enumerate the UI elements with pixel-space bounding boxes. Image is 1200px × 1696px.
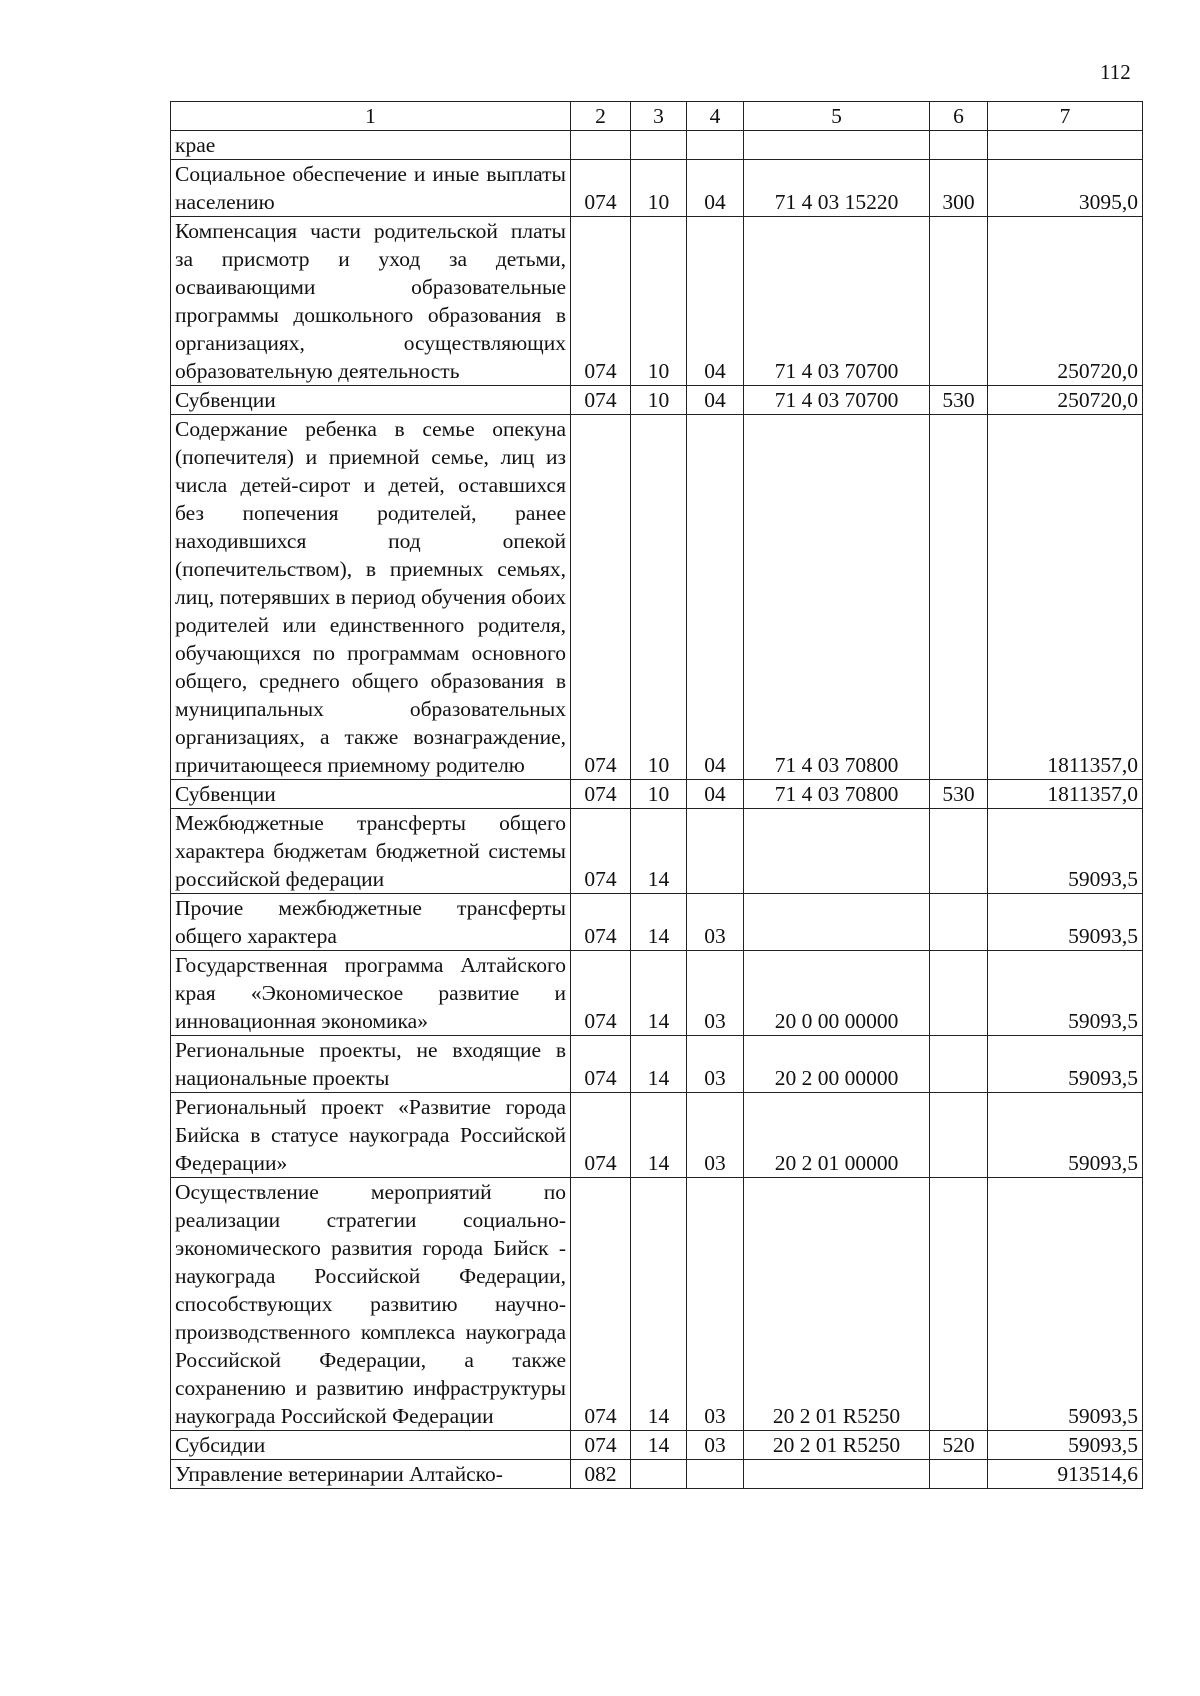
row-section-cell: 14 — [631, 809, 687, 894]
row-subsection-cell: 04 — [687, 415, 744, 780]
header-col-6: 6 — [930, 102, 988, 131]
row-admin-code-cell: 074 — [571, 951, 631, 1036]
table-row — [171, 1178, 1143, 1431]
table-row — [171, 1093, 1143, 1178]
row-subsection-cell: 04 — [687, 386, 744, 415]
row-expense-type-cell — [930, 1178, 988, 1431]
row-name-cell: Государственная программа Алтайского края «Экономическое развитие и инновационная экономика» — [171, 951, 571, 1036]
row-section-cell: 10 — [631, 386, 687, 415]
row-expense-type-cell — [930, 951, 988, 1036]
row-name-cell: Прочие межбюджетные трансферты общего характера — [171, 894, 571, 951]
table-row — [171, 415, 1143, 780]
row-admin-code-cell — [571, 131, 631, 160]
header-col-2: 2 — [571, 102, 631, 131]
row-section-cell: 10 — [631, 160, 687, 217]
row-expense-type-cell: 520 — [930, 1431, 988, 1460]
row-expense-type-cell: 530 — [930, 386, 988, 415]
row-subsection-cell: 03 — [687, 1093, 744, 1178]
row-section-cell: 10 — [631, 780, 687, 809]
row-subsection-cell — [687, 131, 744, 160]
budget-table — [170, 101, 1143, 1489]
row-target-article-cell — [744, 809, 930, 894]
page-number: 112 — [1100, 60, 1131, 84]
row-target-article-cell: 20 2 00 00000 — [744, 1036, 930, 1093]
row-amount-cell: 59093,5 — [988, 809, 1143, 894]
row-admin-code-cell: 074 — [571, 1036, 631, 1093]
row-expense-type-cell — [930, 131, 988, 160]
row-section-cell: 14 — [631, 894, 687, 951]
row-admin-code-cell: 074 — [571, 780, 631, 809]
row-admin-code-cell: 074 — [571, 217, 631, 386]
row-subsection-cell: 04 — [687, 160, 744, 217]
row-name-cell: Содержание ребенка в семье опекуна (попечителя) и приемной семье, лиц из числа детей-сирот и детей, оставшихся без попечения родителей, ранее находившихся под опекой (попечительством), в приемных семьях, лиц, потерявших в период обучения обоих родителей или единственного родителя, обучающихся по программам основного общего, среднего общего образования в муниципальных образовательных организациях, а также вознаграждение, причитающееся приемному родителю — [171, 415, 571, 780]
row-subsection-cell: 03 — [687, 1178, 744, 1431]
table-row — [171, 131, 1143, 160]
row-name-cell: Региональные проекты, не входящие в национальные проекты — [171, 1036, 571, 1093]
row-expense-type-cell: 300 — [930, 160, 988, 217]
table-row — [171, 1460, 1143, 1489]
row-name-cell: Управление ветеринарии Алтайско- — [171, 1460, 571, 1489]
row-name-cell: крае — [171, 131, 571, 160]
row-name-cell: Социальное обеспечение и иные выплаты населению — [171, 160, 571, 217]
row-subsection-cell — [687, 809, 744, 894]
row-name-cell: Субвенции — [171, 386, 571, 415]
header-col-4: 4 — [687, 102, 744, 131]
row-subsection-cell: 03 — [687, 1036, 744, 1093]
row-amount-cell: 59093,5 — [988, 1036, 1143, 1093]
table-row — [171, 217, 1143, 386]
row-section-cell — [631, 1460, 687, 1489]
row-expense-type-cell — [930, 1036, 988, 1093]
row-amount-cell: 1811357,0 — [988, 415, 1143, 780]
table-header-row — [171, 102, 1143, 131]
row-target-article-cell: 71 4 03 70800 — [744, 780, 930, 809]
row-amount-cell: 1811357,0 — [988, 780, 1143, 809]
row-subsection-cell: 03 — [687, 894, 744, 951]
row-subsection-cell: 03 — [687, 951, 744, 1036]
row-target-article-cell: 71 4 03 70700 — [744, 217, 930, 386]
row-target-article-cell: 20 2 01 00000 — [744, 1093, 930, 1178]
row-target-article-cell: 71 4 03 15220 — [744, 160, 930, 217]
row-expense-type-cell — [930, 217, 988, 386]
table-row — [171, 1431, 1143, 1460]
row-admin-code-cell: 074 — [571, 1431, 631, 1460]
table-row — [171, 1036, 1143, 1093]
table-row — [171, 809, 1143, 894]
row-expense-type-cell — [930, 1460, 988, 1489]
row-expense-type-cell — [930, 894, 988, 951]
row-amount-cell: 59093,5 — [988, 1178, 1143, 1431]
row-name-cell: Осуществление мероприятий по реализации стратегии социально-экономического развития города Бийск - наукограда Российской Федерации, способствующих развитию научно-производственного комплекса наукограда Российской Федерации, а также сохранению и развитию инфраструктуры наукограда Российской Федерации — [171, 1178, 571, 1431]
row-section-cell: 14 — [631, 1036, 687, 1093]
header-col-1: 1 — [171, 102, 571, 131]
header-col-5: 5 — [744, 102, 930, 131]
row-amount-cell: 913514,6 — [988, 1460, 1143, 1489]
row-amount-cell: 250720,0 — [988, 386, 1143, 415]
row-section-cell: 14 — [631, 1093, 687, 1178]
row-expense-type-cell: 530 — [930, 780, 988, 809]
row-target-article-cell — [744, 131, 930, 160]
table-row — [171, 894, 1143, 951]
row-subsection-cell: 03 — [687, 1431, 744, 1460]
row-target-article-cell — [744, 1460, 930, 1489]
row-admin-code-cell: 074 — [571, 415, 631, 780]
row-amount-cell: 59093,5 — [988, 1431, 1143, 1460]
row-name-cell: Межбюджетные трансферты общего характера бюджетам бюджетной системы российской федерации — [171, 809, 571, 894]
row-admin-code-cell: 074 — [571, 1178, 631, 1431]
row-amount-cell: 3095,0 — [988, 160, 1143, 217]
row-amount-cell: 59093,5 — [988, 951, 1143, 1036]
row-expense-type-cell — [930, 1093, 988, 1178]
row-section-cell: 14 — [631, 1178, 687, 1431]
row-section-cell: 14 — [631, 1431, 687, 1460]
row-section-cell: 10 — [631, 217, 687, 386]
table-row — [171, 780, 1143, 809]
row-name-cell: Субвенции — [171, 780, 571, 809]
row-target-article-cell — [744, 894, 930, 951]
row-admin-code-cell: 074 — [571, 809, 631, 894]
row-admin-code-cell: 082 — [571, 1460, 631, 1489]
row-subsection-cell — [687, 1460, 744, 1489]
row-target-article-cell: 71 4 03 70800 — [744, 415, 930, 780]
row-admin-code-cell: 074 — [571, 894, 631, 951]
row-section-cell: 14 — [631, 951, 687, 1036]
row-target-article-cell: 71 4 03 70700 — [744, 386, 930, 415]
row-target-article-cell: 20 2 01 R5250 — [744, 1431, 930, 1460]
table-row — [171, 386, 1143, 415]
row-expense-type-cell — [930, 415, 988, 780]
header-col-3: 3 — [631, 102, 687, 131]
header-col-7: 7 — [988, 102, 1143, 131]
row-name-cell: Субсидии — [171, 1431, 571, 1460]
row-amount-cell — [988, 131, 1143, 160]
row-section-cell: 10 — [631, 415, 687, 780]
row-admin-code-cell: 074 — [571, 160, 631, 217]
row-admin-code-cell: 074 — [571, 386, 631, 415]
row-expense-type-cell — [930, 809, 988, 894]
row-amount-cell: 250720,0 — [988, 217, 1143, 386]
row-subsection-cell: 04 — [687, 780, 744, 809]
row-admin-code-cell: 074 — [571, 1093, 631, 1178]
row-name-cell: Региональный проект «Развитие города Бийска в статусе наукограда Российской Федерации» — [171, 1093, 571, 1178]
row-section-cell — [631, 131, 687, 160]
row-subsection-cell: 04 — [687, 217, 744, 386]
table-row — [171, 951, 1143, 1036]
row-amount-cell: 59093,5 — [988, 1093, 1143, 1178]
row-target-article-cell: 20 0 00 00000 — [744, 951, 930, 1036]
row-amount-cell: 59093,5 — [988, 894, 1143, 951]
table-row — [171, 160, 1143, 217]
row-name-cell: Компенсация части родительской платы за присмотр и уход за детьми, осваивающими образовательные программы дошкольного образования в организациях, осуществляющих образовательную деятельность — [171, 217, 571, 386]
row-target-article-cell: 20 2 01 R5250 — [744, 1178, 930, 1431]
